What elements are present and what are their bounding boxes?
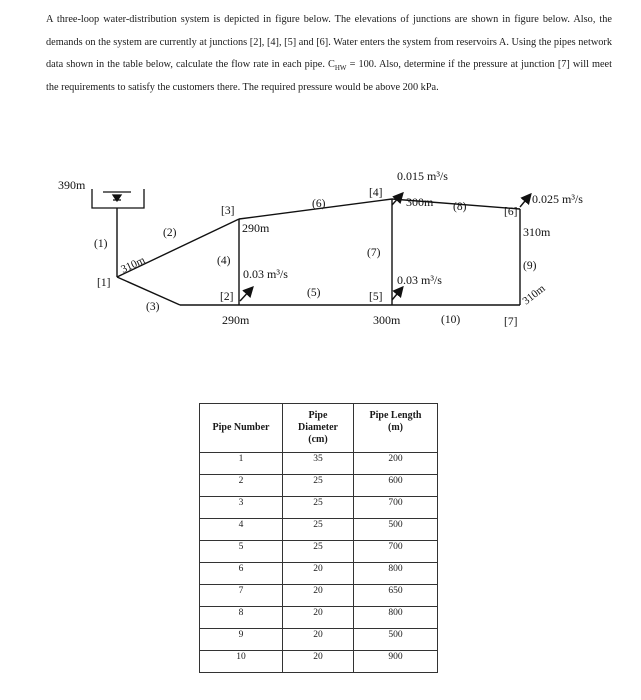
- pipe-4-label: (4): [217, 255, 231, 267]
- cell-pipe-diameter: 20: [283, 607, 354, 629]
- pipe-6-label: (6): [312, 198, 326, 210]
- problem-subscript: HW: [334, 64, 347, 73]
- table-row: [200, 475, 438, 497]
- pipe-network-diagram: [0, 155, 641, 340]
- table-row: [200, 519, 438, 541]
- cell-pipe-length: 900: [354, 651, 438, 673]
- cell-pipe-number: 6: [200, 563, 283, 585]
- header-pipe-number: Pipe Number: [200, 404, 283, 453]
- cell-pipe-diameter: 25: [283, 475, 354, 497]
- pipe-5-label: (5): [307, 287, 321, 299]
- cell-pipe-number: 2: [200, 475, 283, 497]
- junction-3-elevation: 290m: [242, 221, 270, 235]
- cell-pipe-length: 800: [354, 607, 438, 629]
- header-pipe-length: [354, 404, 438, 453]
- header-pipe-diameter: [283, 404, 354, 453]
- cell-pipe-length: 700: [354, 541, 438, 563]
- cell-pipe-number: 1: [200, 453, 283, 475]
- junction-7-label: [7]: [504, 316, 518, 328]
- table-row: [200, 607, 438, 629]
- junction-7-elevation: 310m: [520, 282, 548, 308]
- table-body: [200, 453, 438, 673]
- junction-5-elevation: 300m: [373, 313, 401, 327]
- pipe-8-label: (8): [453, 201, 467, 213]
- pipe-3-label: (3): [146, 301, 160, 313]
- junction-3-label: [3]: [221, 205, 235, 217]
- header-diameter-line-3: (cm): [308, 434, 328, 445]
- cell-pipe-diameter: 25: [283, 497, 354, 519]
- reservoir: [92, 189, 144, 208]
- table-row: [200, 585, 438, 607]
- pipe-10-label: (10): [441, 314, 461, 326]
- cell-pipe-diameter: 35: [283, 453, 354, 475]
- header-length-line-2: (m): [388, 422, 403, 433]
- cell-pipe-diameter: 20: [283, 563, 354, 585]
- junction-1-elevation: 310m: [119, 254, 147, 276]
- demand-arrows: [240, 194, 530, 301]
- header-diameter-line-2: Diameter: [298, 422, 338, 433]
- demand-junction-2: 0.03 m³/s: [243, 267, 288, 281]
- header-length-line-1: Pipe Length: [369, 410, 422, 421]
- table-row: [200, 497, 438, 519]
- cell-pipe-length: 200: [354, 453, 438, 475]
- pipe-7-label: (7): [367, 247, 381, 259]
- table-header-row: [200, 404, 438, 453]
- pipe-9-label: (9): [523, 260, 537, 272]
- cell-pipe-number: 10: [200, 651, 283, 673]
- cell-pipe-number: 5: [200, 541, 283, 563]
- problem-text-2: = 100. Also, determine if the pressure at junction [7] will meet the requirements to satisfy the customers there. The required pressure would be above 200 kPa.: [46, 59, 612, 93]
- pipe-2-label: (2): [163, 227, 177, 239]
- cell-pipe-diameter: 20: [283, 629, 354, 651]
- cell-pipe-diameter: 25: [283, 519, 354, 541]
- junction-2-elevation: 290m: [222, 313, 250, 327]
- table-row: [200, 651, 438, 673]
- table-row: [200, 629, 438, 651]
- cell-pipe-length: 500: [354, 629, 438, 651]
- cell-pipe-number: 4: [200, 519, 283, 541]
- problem-text-1: A three-loop water-distribution system is depicted in figure below. The elevations of junctions are shown in figure below. Also, the demands on the system are currently at junctions [2], [4], [5] and [6]. Water enters the system from reservoirs A. Using the pipes network data shown in the table below, calculate the flow rate in each pipe. C: [46, 14, 612, 71]
- demand-junction-6: 0.025 m³/s: [532, 192, 583, 206]
- junction-5-label: [5]: [369, 291, 383, 303]
- pipe-data-table: [199, 403, 438, 673]
- junction-6-label: [6]: [504, 206, 518, 218]
- junction-4-label: [4]: [369, 187, 383, 199]
- reservoir-elevation-label: 390m: [58, 178, 86, 192]
- cell-pipe-length: 650: [354, 585, 438, 607]
- table-row: [200, 563, 438, 585]
- header-diameter-line-1: Pipe: [308, 410, 328, 421]
- junction-4-elevation: 300m: [406, 195, 434, 209]
- cell-pipe-diameter: 20: [283, 585, 354, 607]
- cell-pipe-length: 700: [354, 497, 438, 519]
- cell-pipe-number: 3: [200, 497, 283, 519]
- cell-pipe-length: 500: [354, 519, 438, 541]
- pipe-1-label: (1): [94, 238, 108, 250]
- table-row: [200, 541, 438, 563]
- cell-pipe-diameter: 25: [283, 541, 354, 563]
- junction-6-elevation: 310m: [523, 225, 551, 239]
- cell-pipe-length: 600: [354, 475, 438, 497]
- cell-pipe-number: 8: [200, 607, 283, 629]
- cell-pipe-number: 7: [200, 585, 283, 607]
- cell-pipe-length: 800: [354, 563, 438, 585]
- demand-junction-5: 0.03 m³/s: [397, 273, 442, 287]
- cell-pipe-number: 9: [200, 629, 283, 651]
- cell-pipe-diameter: 20: [283, 651, 354, 673]
- problem-statement: [46, 9, 612, 99]
- demand-junction-4: 0.015 m³/s: [397, 169, 448, 183]
- junction-1-label: [1]: [97, 277, 111, 289]
- table-row: [200, 453, 438, 475]
- junction-2-label: [2]: [220, 291, 234, 303]
